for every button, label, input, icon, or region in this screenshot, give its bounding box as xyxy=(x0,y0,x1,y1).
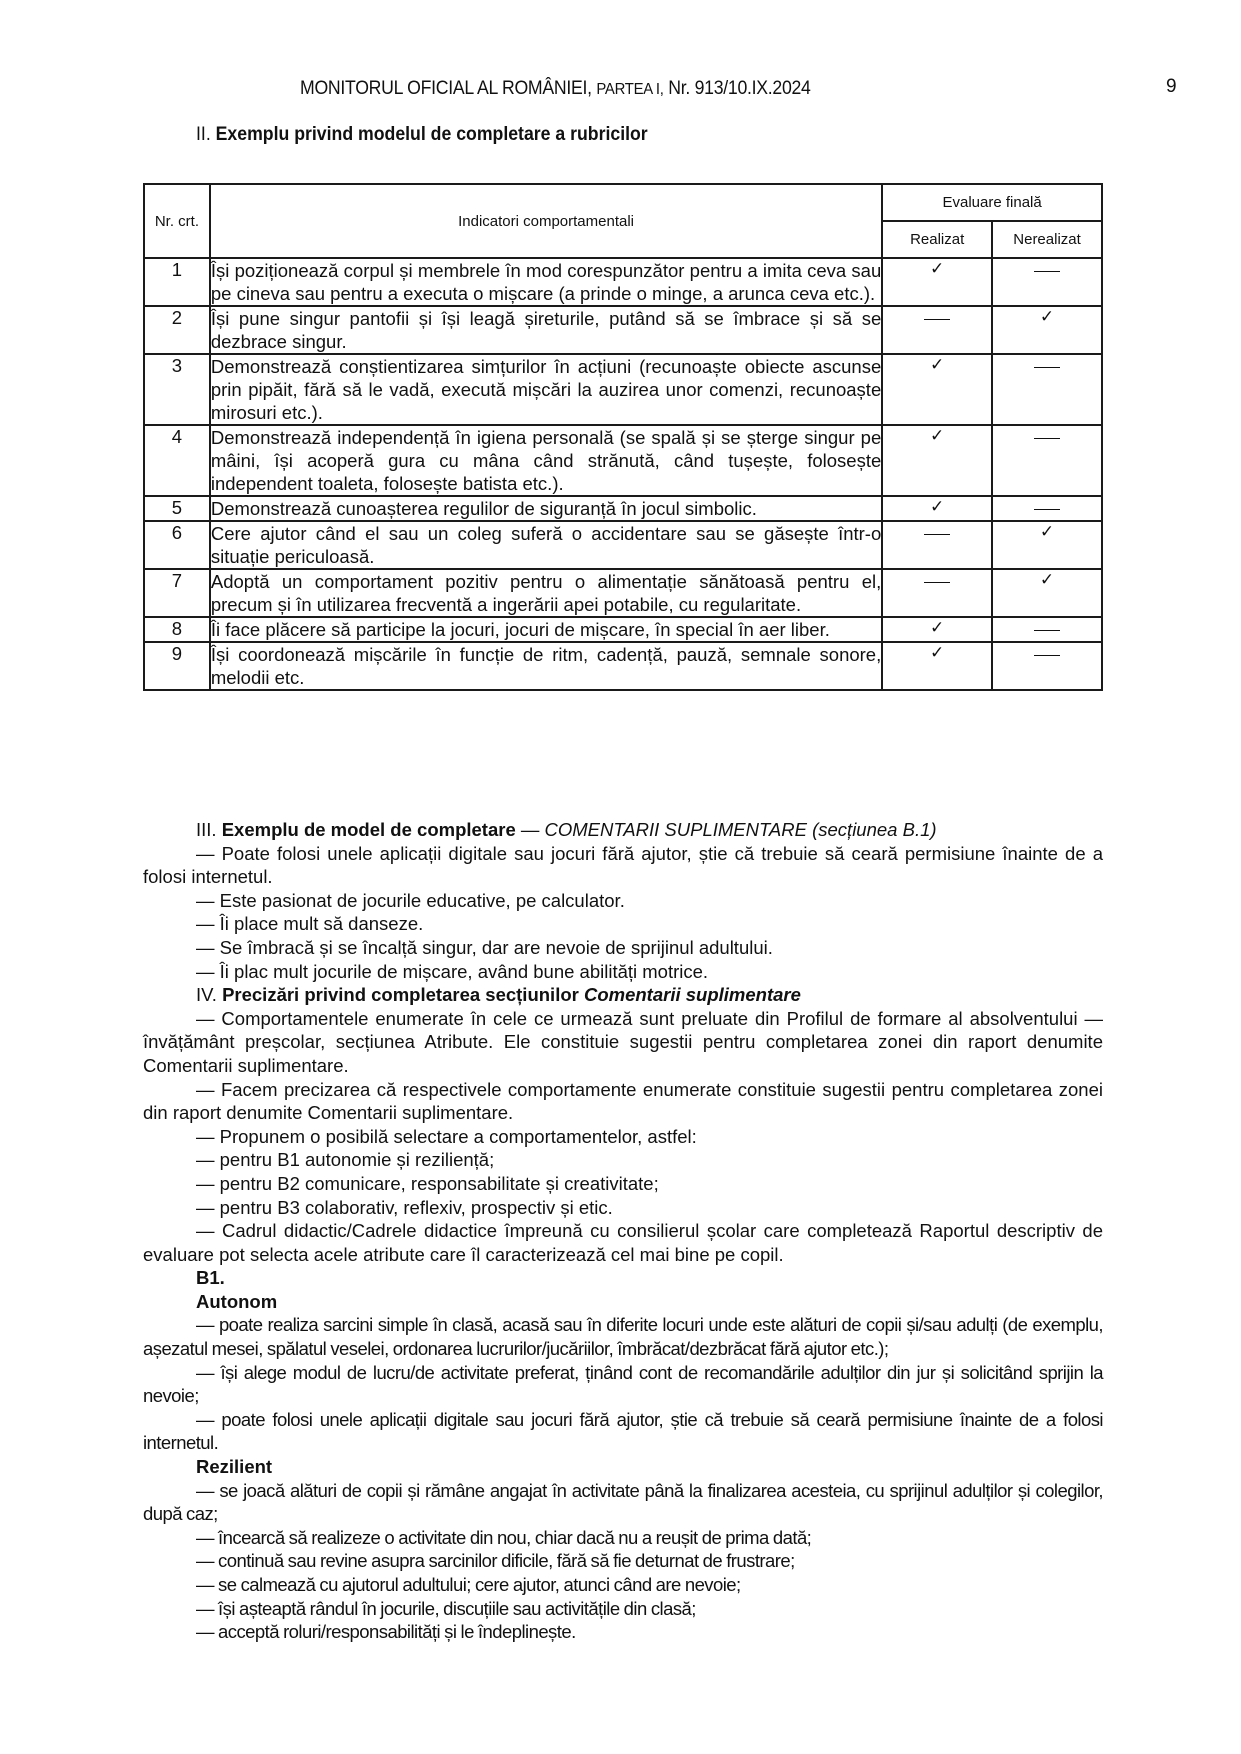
row-number: 3 xyxy=(144,354,210,425)
not-realized-cell xyxy=(992,496,1102,521)
check-icon: ✓ xyxy=(1039,522,1055,541)
publication-part: PARTEA I, xyxy=(596,81,664,98)
table-row xyxy=(144,306,1102,354)
row-number: 9 xyxy=(144,642,210,690)
publication-name: MONITORUL OFICIAL AL ROMÂNIEI, xyxy=(300,78,592,99)
section-iii-title-bold: Exemplu de model de completare xyxy=(221,819,516,840)
table-row xyxy=(144,521,1102,569)
section-iii-separator: — xyxy=(515,819,545,840)
table-row xyxy=(144,569,1102,617)
not-realized-cell xyxy=(992,617,1102,642)
note-paragraph: — pentru B2 comunicare, responsabilitate și creativitate; xyxy=(196,1172,659,1194)
not-realized-cell xyxy=(992,306,1102,354)
section-iii-items xyxy=(143,842,1103,984)
check-icon: ✓ xyxy=(1039,570,1055,589)
realized-cell xyxy=(882,425,992,496)
table-row xyxy=(144,496,1102,521)
row-number: 2 xyxy=(144,306,210,354)
publication-issue: Nr. 913/10.IX.2024 xyxy=(668,78,811,99)
page-header xyxy=(0,70,1241,100)
table-row xyxy=(144,425,1102,496)
not-realized-cell xyxy=(992,425,1102,496)
check-icon: ✓ xyxy=(930,259,945,278)
comment-item: — Poate folosi unele aplicații digitale sau jocuri fără ajutor, știe că trebuie să ceară permisiune înainte de a folosi internetul. xyxy=(143,842,1103,888)
header-evaluation: Evaluare finală xyxy=(882,184,1102,221)
header-indicator: Indicatori comportamentali xyxy=(210,184,882,258)
section-iv-title-bold: Precizări privind completarea secțiunilor xyxy=(222,984,584,1006)
indicator-text: Își poziționează corpul și membrele în mod corespunzător pentru a imita ceva sau pe cineva sau pentru a executa o mișcare (a prinde o minge, a arunca ceva etc.). xyxy=(210,260,882,304)
dash-icon xyxy=(1034,367,1060,368)
indicator-text: Îi face plăcere să participe la jocuri, jocuri de mișcare, în special în aer liber. xyxy=(210,617,882,642)
autonom-item: — poate folosi unele aplicații digitale sau jocuri fără ajutor, știe că trebuie să ceară permisiune înainte de a folosi internetul. xyxy=(143,1408,1103,1454)
dash-icon xyxy=(1034,509,1060,510)
note-paragraph: — pentru B1 autonomie și reziliență; xyxy=(196,1149,495,1171)
indicator-text: Demonstrează independență în igiena personală (se spală și se șterge singur pe mâini, își acoperă gura cu mâna când strănută, când tușește, folosește independent toaleta, folosește batista etc.). xyxy=(210,427,882,494)
b1-heading-text: B1. xyxy=(196,1267,225,1289)
evaluation-table xyxy=(143,183,1103,691)
rezilient-item: — își așteaptă rândul în jocurile, discuțiile sau activitățile din clasă; xyxy=(196,1597,696,1619)
autonom-item: — poate realiza sarcini simple în clasă, acasă sau în diferite locuri unde este alături de copii și/sau adulți (de exemplu, așezatul mesei, spălatul veselei, ordonarea lucrurilor/jucăriilor, îmbrăcat/dezbrăcat fără ajutor etc.); xyxy=(143,1314,1103,1360)
comment-item: — Îi plac mult jocurile de mișcare, având bune abilități motrice. xyxy=(196,960,709,982)
note-paragraph: — Propunem o posibilă selectare a comportamentelor, astfel: xyxy=(196,1125,697,1147)
not-realized-cell xyxy=(992,354,1102,425)
row-number: 1 xyxy=(144,258,210,306)
check-icon: ✓ xyxy=(930,497,945,516)
note-paragraph: — Cadrul didactic/Cadrele didactice împreună cu consilierul școlar care completează Raportul descriptiv de evaluare pot selecta acele atribute care îl caracterizează cel mai bine pe copil. xyxy=(143,1220,1103,1265)
autonom-item: — își alege modul de lucru/de activitate preferat, ținând cont de recomandările adulților din jur și solicitând sprijin la nevoie; xyxy=(143,1361,1103,1407)
table-body xyxy=(144,258,1102,690)
note-paragraph: — pentru B3 colaborativ, reflexiv, prospectiv și etic. xyxy=(196,1196,613,1218)
section-iii-heading xyxy=(143,818,1103,842)
page-number: 9 xyxy=(1166,76,1177,97)
note-paragraph: — Facem precizarea că respectivele comportamente enumerate constituie sugestii pentru completarea zonei din raport denumite Comentarii suplimentare. xyxy=(143,1078,1103,1124)
header-realized: Realizat xyxy=(882,221,992,258)
dash-icon xyxy=(924,582,950,583)
realized-cell xyxy=(882,617,992,642)
table-row xyxy=(144,258,1102,306)
indicator-text: Își pune singur pantofii și își leagă șireturile, putând să se îmbrace și să se dezbrace singur. xyxy=(210,308,882,352)
row-number: 7 xyxy=(144,569,210,617)
section-iv-paragraphs xyxy=(143,1007,1103,1267)
section-iii-numeral: III. xyxy=(196,819,217,840)
table-row xyxy=(144,354,1102,425)
dash-icon xyxy=(924,319,950,320)
row-number: 5 xyxy=(144,496,210,521)
check-icon: ✓ xyxy=(930,618,945,637)
autonom-heading xyxy=(143,1290,1103,1314)
autonom-heading-text: Autonom xyxy=(196,1290,278,1312)
body-text xyxy=(143,818,1103,1644)
dash-icon xyxy=(1034,438,1060,439)
rezilient-item: — continuă sau revine asupra sarcinilor dificile, fără să fie deturnat de frustrare; xyxy=(196,1550,795,1572)
not-realized-cell xyxy=(992,521,1102,569)
row-number: 8 xyxy=(144,617,210,642)
not-realized-cell xyxy=(992,642,1102,690)
realized-cell xyxy=(882,521,992,569)
indicator-text: Își coordonează mișcările în funcție de ritm, cadență, pauză, semnale sonore, melodii etc. xyxy=(210,644,882,688)
dash-icon xyxy=(924,534,950,535)
table-row xyxy=(144,617,1102,642)
row-number: 4 xyxy=(144,425,210,496)
indicator-text: Demonstrează cunoașterea regulilor de siguranță în jocul simbolic. xyxy=(210,496,882,521)
section-ii-numeral: II. xyxy=(196,124,211,145)
not-realized-cell xyxy=(992,569,1102,617)
indicator-text: Demonstrează conștientizarea simțurilor în acțiuni (recunoaște obiecte ascunse prin pipăit, fără să le vadă, execută mișcări la auzirea unor comenzi, recunoaște mirosuri etc.). xyxy=(210,356,882,423)
rezilient-item: — încearcă să realizeze o activitate din nou, chiar dacă nu a reușit de prima dată; xyxy=(196,1526,812,1548)
realized-cell xyxy=(882,496,992,521)
comment-item: — Este pasionat de jocurile educative, pe calculator. xyxy=(196,889,625,911)
check-icon: ✓ xyxy=(1039,307,1055,326)
comment-item: — Îi place mult să danseze. xyxy=(196,913,424,935)
realized-cell xyxy=(882,258,992,306)
rezilient-heading xyxy=(143,1455,1103,1479)
rezilient-items xyxy=(143,1479,1103,1644)
table-row xyxy=(144,642,1102,690)
not-realized-cell xyxy=(992,258,1102,306)
rezilient-item: — acceptă roluri/responsabilități și le îndeplinește. xyxy=(196,1621,576,1643)
section-ii-title xyxy=(196,124,648,146)
check-icon: ✓ xyxy=(930,426,945,445)
check-icon: ✓ xyxy=(930,355,945,374)
rezilient-heading-text: Rezilient xyxy=(196,1456,273,1478)
section-iv-numeral: IV. xyxy=(196,984,217,1006)
dash-icon xyxy=(1034,655,1060,656)
section-iv-title-bold-italic: Comentarii suplimentare xyxy=(583,984,801,1006)
realized-cell xyxy=(882,306,992,354)
header-nr: Nr. crt. xyxy=(144,184,210,258)
dash-icon xyxy=(1034,271,1060,272)
rezilient-item: — se joacă alături de copii și rămâne angajat în activitate până la finalizarea acesteia, cu sprijinul adulților și colegilor, după caz; xyxy=(143,1479,1103,1525)
publication-title xyxy=(300,78,811,100)
row-number: 6 xyxy=(144,521,210,569)
rezilient-item: — se calmează cu ajutorul adultului; cere ajutor, atunci când are nevoie; xyxy=(196,1574,741,1595)
section-iv-heading xyxy=(143,983,1103,1007)
realized-cell xyxy=(882,642,992,690)
dash-icon xyxy=(1034,630,1060,631)
note-paragraph: — Comportamentele enumerate în cele ce urmează sunt preluate din Profilul de formare al absolventului — învățământ preșcolar, secțiunea Atribute. Ele constituie sugestii pentru completarea zonei din raport denumite Comentarii suplimentare. xyxy=(143,1007,1103,1076)
indicator-text: Cere ajutor când el sau un coleg suferă o accidentare sau se găsește într-o situație periculoasă. xyxy=(210,523,882,567)
realized-cell xyxy=(882,569,992,617)
indicator-text: Adoptă un comportament pozitiv pentru o alimentație sănătoasă pentru el, precum și în utilizarea frecventă a ingerării apei potabile, cu regularitate. xyxy=(210,571,882,615)
section-ii-heading: Exemplu privind modelul de completare a rubricilor xyxy=(215,124,648,145)
autonom-items xyxy=(143,1313,1103,1455)
section-iii-title-italic: COMENTARII SUPLIMENTARE (secțiunea B.1) xyxy=(544,819,937,840)
realized-cell xyxy=(882,354,992,425)
header-not-realized: Nerealizat xyxy=(992,221,1102,258)
b1-heading xyxy=(143,1266,1103,1290)
check-icon: ✓ xyxy=(930,643,945,662)
comment-item: — Se îmbracă și se încalță singur, dar are nevoie de sprijinul adultului. xyxy=(196,936,773,958)
